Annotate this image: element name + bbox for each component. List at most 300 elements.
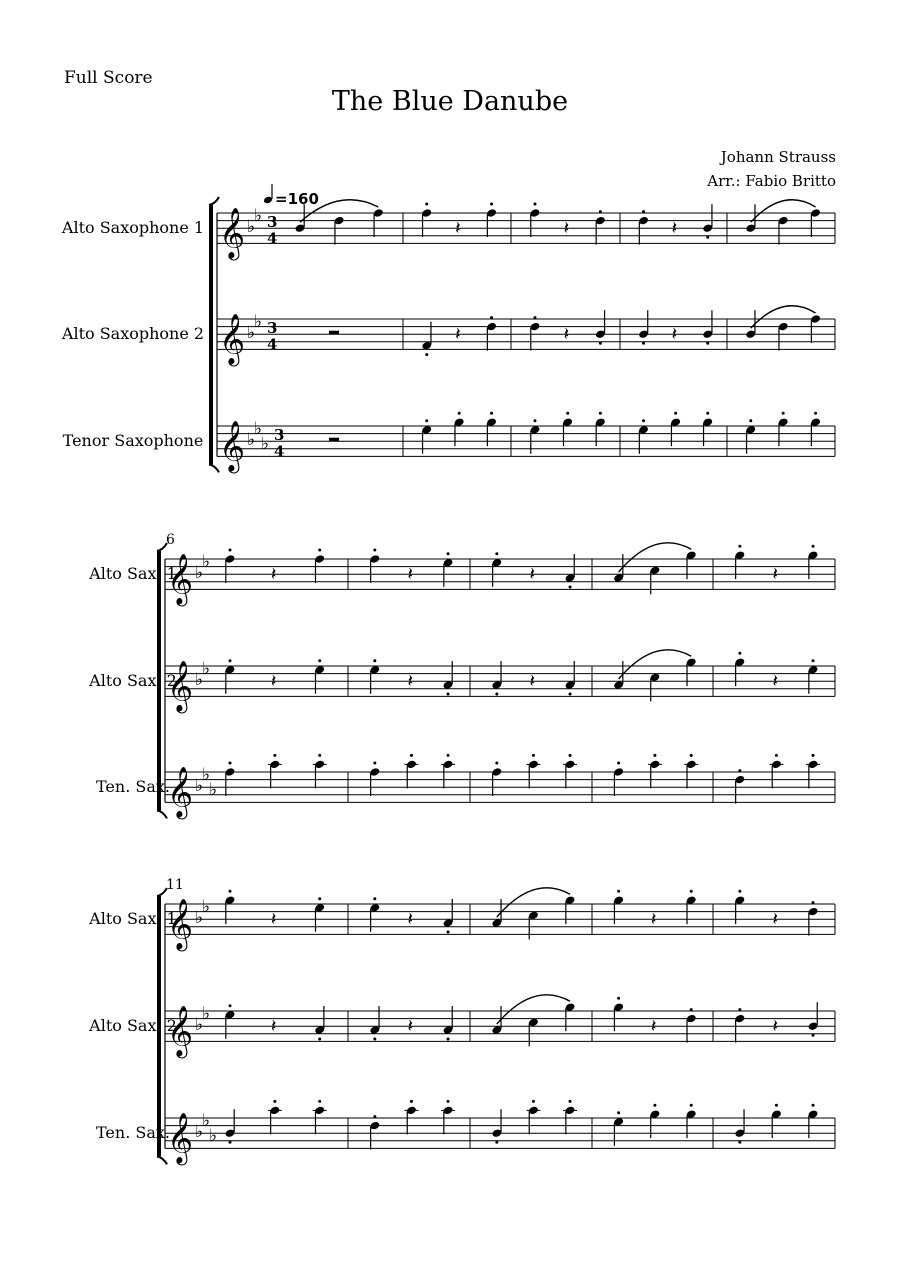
note bbox=[734, 657, 745, 686]
bracket-hook bbox=[157, 1156, 167, 1164]
flat-icon: ♭ bbox=[202, 658, 211, 679]
measure bbox=[638, 204, 713, 244]
note bbox=[563, 760, 577, 789]
treble-clef-icon: 𝄞 bbox=[219, 420, 246, 472]
staccato-dot bbox=[373, 762, 376, 765]
note bbox=[224, 554, 235, 583]
staccato-dot bbox=[318, 1100, 321, 1103]
note bbox=[613, 895, 624, 924]
flat-icon: ♭ bbox=[247, 323, 256, 344]
staccato-dot bbox=[318, 1038, 321, 1041]
note bbox=[486, 417, 497, 446]
flat-icon: ♭ bbox=[202, 1003, 211, 1024]
time-signature-bottom: 4 bbox=[267, 229, 278, 248]
note bbox=[369, 1121, 380, 1150]
quarter-rest-icon: 𝄽 bbox=[650, 1016, 657, 1038]
note bbox=[686, 1014, 697, 1043]
flat-icon: ♭ bbox=[261, 434, 270, 454]
staff bbox=[61, 306, 835, 367]
note bbox=[313, 760, 327, 789]
note bbox=[808, 1109, 819, 1138]
staccato-dot bbox=[447, 1100, 450, 1103]
quarter-rest-icon: 𝄽 bbox=[772, 909, 778, 931]
staccato-dot bbox=[775, 1104, 778, 1107]
note bbox=[595, 310, 606, 339]
bracket-hook bbox=[209, 197, 219, 205]
treble-clef-icon: 𝄞 bbox=[167, 553, 194, 605]
measure bbox=[613, 650, 697, 702]
note bbox=[702, 417, 713, 446]
treble-clef-icon: 𝄞 bbox=[219, 313, 246, 365]
quarter-rest-icon: 𝄽 bbox=[563, 218, 570, 240]
note bbox=[613, 1002, 624, 1031]
note bbox=[526, 1106, 540, 1135]
staccato-dot bbox=[738, 652, 741, 655]
staccato-dot bbox=[229, 1004, 232, 1007]
quarter-rest-icon: 𝄽 bbox=[407, 1016, 413, 1038]
measure bbox=[329, 438, 339, 442]
quarter-rest-icon: 𝄽 bbox=[270, 909, 277, 931]
note bbox=[565, 1002, 576, 1031]
quarter-rest-icon: 𝄽 bbox=[529, 671, 535, 693]
note bbox=[491, 661, 502, 690]
measure bbox=[329, 331, 339, 335]
measure-number: 6 bbox=[166, 532, 175, 548]
flat-icon: ♭ bbox=[195, 563, 204, 584]
staff bbox=[88, 650, 835, 714]
flat-icon: ♭ bbox=[195, 776, 204, 797]
note bbox=[734, 775, 745, 804]
note bbox=[565, 661, 576, 690]
staccato-dot bbox=[617, 762, 620, 765]
staccato-dot bbox=[273, 754, 276, 757]
measure bbox=[491, 1100, 577, 1144]
flat-icon: ♭ bbox=[195, 1015, 204, 1036]
time-signature-bottom: 4 bbox=[267, 335, 278, 354]
staccato-dot bbox=[749, 419, 752, 422]
note bbox=[224, 1010, 235, 1039]
staccato-dot bbox=[229, 890, 232, 893]
staccato-dot bbox=[490, 316, 493, 319]
note bbox=[224, 895, 235, 924]
note bbox=[771, 1109, 782, 1138]
staccato-dot bbox=[653, 754, 656, 757]
measure bbox=[745, 200, 821, 245]
note bbox=[314, 665, 325, 694]
note bbox=[404, 760, 418, 789]
staccato-dot bbox=[410, 754, 413, 757]
flat-icon: ♭ bbox=[202, 551, 211, 572]
flat-icon: ♭ bbox=[254, 311, 263, 332]
staccato-dot bbox=[229, 659, 232, 662]
staccato-dot bbox=[706, 236, 709, 239]
flat-icon: ♭ bbox=[247, 217, 256, 238]
note bbox=[808, 1002, 819, 1031]
time-signature-top: 3 bbox=[274, 426, 285, 445]
staccato-dot bbox=[617, 997, 620, 1000]
note bbox=[702, 310, 713, 339]
staccato-dot bbox=[566, 412, 569, 415]
note bbox=[734, 1109, 745, 1138]
measure bbox=[529, 412, 605, 454]
staccato-dot bbox=[373, 659, 376, 662]
note bbox=[421, 208, 432, 237]
staccato-dot bbox=[738, 545, 741, 548]
measure bbox=[421, 412, 497, 454]
staccato-dot bbox=[229, 549, 232, 552]
staccato-dot bbox=[690, 1008, 693, 1011]
note bbox=[595, 216, 606, 245]
staccato-dot bbox=[373, 549, 376, 552]
note bbox=[778, 417, 789, 446]
note bbox=[421, 425, 432, 454]
note bbox=[443, 899, 454, 928]
note bbox=[734, 1014, 745, 1043]
note bbox=[613, 767, 624, 796]
note bbox=[491, 558, 502, 587]
treble-clef-icon: 𝄞 bbox=[167, 898, 194, 950]
measure bbox=[369, 659, 453, 695]
staccato-dot bbox=[814, 412, 817, 415]
staff bbox=[61, 200, 835, 261]
measure bbox=[369, 1100, 455, 1150]
staccato-dot bbox=[569, 693, 572, 696]
note bbox=[224, 1109, 235, 1138]
quarter-rest-icon: 𝄽 bbox=[563, 324, 570, 346]
staccato-dot bbox=[690, 1104, 693, 1107]
bracket-hook bbox=[157, 810, 167, 818]
staccato-dot bbox=[447, 693, 450, 696]
staccato-dot bbox=[642, 210, 645, 213]
staccato-dot bbox=[495, 1141, 498, 1144]
note bbox=[684, 760, 698, 789]
staccato-dot bbox=[273, 1100, 276, 1103]
instrument-label: Ten. Sax. bbox=[96, 1123, 170, 1143]
note bbox=[638, 310, 649, 339]
time-signature-top: 3 bbox=[267, 319, 278, 338]
staccato-dot bbox=[495, 693, 498, 696]
staff bbox=[88, 543, 835, 607]
staccato-dot bbox=[532, 754, 535, 757]
quarter-rest-icon: 𝄽 bbox=[772, 1016, 778, 1038]
note bbox=[686, 657, 697, 686]
system bbox=[61, 197, 835, 473]
note bbox=[443, 558, 454, 587]
staccato-dot bbox=[599, 210, 602, 213]
flat-icon: ♭ bbox=[254, 418, 263, 439]
measure bbox=[369, 549, 453, 587]
flat-icon: ♭ bbox=[254, 205, 263, 226]
note bbox=[686, 550, 697, 579]
quarter-rest-icon: 𝄽 bbox=[407, 564, 413, 586]
note bbox=[778, 216, 789, 245]
note bbox=[649, 566, 660, 595]
measure bbox=[613, 754, 698, 796]
note bbox=[526, 760, 540, 789]
note bbox=[808, 665, 819, 694]
measure bbox=[734, 754, 820, 804]
note bbox=[529, 322, 540, 351]
note bbox=[529, 425, 540, 454]
instrument-label: Alto Sax. 1 bbox=[89, 564, 177, 584]
note bbox=[769, 760, 783, 789]
note bbox=[565, 895, 576, 924]
staccato-dot bbox=[425, 419, 428, 422]
quarter-rest-icon: 𝄽 bbox=[407, 671, 413, 693]
note bbox=[486, 322, 497, 351]
staccato-dot bbox=[373, 1115, 376, 1118]
note bbox=[454, 417, 465, 446]
note bbox=[369, 665, 380, 694]
score-title: The Blue Danube bbox=[331, 86, 569, 117]
note bbox=[563, 1106, 577, 1135]
tempo-marking bbox=[263, 184, 319, 208]
note bbox=[638, 216, 649, 245]
measure bbox=[734, 1104, 818, 1144]
staccato-dot bbox=[569, 1100, 572, 1103]
staccato-dot bbox=[490, 412, 493, 415]
treble-clef-icon: 𝄞 bbox=[167, 1112, 194, 1164]
instrument-label: Alto Saxophone 2 bbox=[61, 324, 205, 344]
staccato-dot bbox=[318, 659, 321, 662]
note bbox=[404, 1106, 418, 1135]
staccato-dot bbox=[569, 754, 572, 757]
note bbox=[314, 903, 325, 932]
staccato-dot bbox=[425, 203, 428, 206]
staff bbox=[88, 888, 835, 952]
staccato-dot bbox=[812, 659, 815, 662]
measure bbox=[369, 897, 453, 933]
staccato-dot bbox=[425, 353, 428, 356]
bracket-hook bbox=[209, 464, 219, 472]
staccato-dot bbox=[229, 1141, 232, 1144]
note bbox=[648, 760, 662, 789]
quarter-rest-icon: 𝄽 bbox=[455, 218, 461, 240]
measure bbox=[491, 888, 575, 940]
score-type-label: Full Score bbox=[64, 68, 153, 88]
staccato-dot bbox=[373, 1038, 376, 1041]
staff bbox=[88, 995, 835, 1059]
note bbox=[491, 1109, 502, 1138]
flat-icon: ♭ bbox=[202, 764, 211, 785]
staccato-dot bbox=[690, 754, 693, 757]
system-bracket bbox=[209, 205, 213, 464]
quarter-rest-icon: 𝄽 bbox=[671, 324, 678, 346]
staccato-dot bbox=[782, 412, 785, 415]
staccato-dot bbox=[447, 1038, 450, 1041]
staccato-dot bbox=[447, 754, 450, 757]
note bbox=[562, 417, 573, 446]
note bbox=[268, 760, 282, 789]
measure bbox=[224, 1100, 326, 1144]
measure bbox=[638, 412, 713, 454]
staccato-dot bbox=[642, 419, 645, 422]
note bbox=[613, 1117, 624, 1146]
note bbox=[314, 1006, 325, 1035]
flat-icon: ♭ bbox=[247, 430, 256, 451]
staccato-dot bbox=[738, 1008, 741, 1011]
system bbox=[88, 877, 835, 1165]
quarter-rest-icon: 𝄽 bbox=[455, 324, 461, 346]
staccato-dot bbox=[812, 754, 815, 757]
staccato-dot bbox=[775, 754, 778, 757]
measure bbox=[491, 754, 577, 796]
staccato-dot bbox=[812, 1104, 815, 1107]
note bbox=[224, 665, 235, 694]
quarter-rest-icon: 𝄽 bbox=[270, 1016, 277, 1038]
measure bbox=[734, 545, 818, 586]
quarter-rest-icon: 𝄽 bbox=[772, 564, 778, 586]
measure bbox=[421, 316, 497, 356]
staff bbox=[96, 1100, 835, 1166]
measure bbox=[745, 306, 821, 351]
measure bbox=[491, 995, 575, 1047]
flat-icon: ♭ bbox=[202, 1110, 211, 1131]
note bbox=[810, 417, 821, 446]
staccato-dot bbox=[410, 1100, 413, 1103]
whole-rest-icon bbox=[329, 438, 339, 442]
note bbox=[313, 1106, 327, 1135]
staff bbox=[63, 412, 835, 474]
staccato-dot bbox=[533, 316, 536, 319]
staccato-dot bbox=[599, 342, 602, 345]
staccato-dot bbox=[458, 412, 461, 415]
flat-icon: ♭ bbox=[195, 670, 204, 691]
treble-clef-icon: 𝄞 bbox=[167, 1005, 194, 1057]
note bbox=[441, 1106, 455, 1135]
note bbox=[421, 322, 432, 351]
note bbox=[268, 1106, 282, 1135]
staccato-dot bbox=[533, 419, 536, 422]
measure bbox=[224, 890, 325, 932]
instrument-label: Alto Sax. 2 bbox=[89, 671, 177, 691]
staccato-dot bbox=[653, 1104, 656, 1107]
staccato-dot bbox=[318, 897, 321, 900]
note bbox=[778, 322, 789, 351]
staccato-dot bbox=[569, 586, 572, 589]
staccato-dot bbox=[533, 203, 536, 206]
quarter-rest-icon: 𝄽 bbox=[671, 218, 678, 240]
staccato-dot bbox=[447, 931, 450, 934]
flat-icon: ♭ bbox=[209, 780, 218, 800]
measure bbox=[529, 310, 605, 350]
note bbox=[334, 216, 345, 245]
note bbox=[808, 907, 819, 936]
staccato-dot bbox=[318, 754, 321, 757]
staccato-dot bbox=[229, 762, 232, 765]
measure bbox=[613, 997, 697, 1043]
flat-icon: ♭ bbox=[202, 896, 211, 917]
note bbox=[369, 767, 380, 796]
measure bbox=[224, 754, 326, 796]
note bbox=[529, 208, 540, 237]
whole-rest-icon bbox=[329, 331, 339, 335]
note bbox=[486, 208, 497, 237]
measure bbox=[734, 890, 818, 936]
treble-clef-icon: 𝄞 bbox=[219, 207, 246, 259]
instrument-label: Alto Sax. 1 bbox=[89, 909, 177, 929]
measure bbox=[529, 203, 605, 245]
staccato-dot bbox=[738, 769, 741, 772]
quarter-rest-icon: 𝄽 bbox=[772, 671, 778, 693]
instrument-label: Tenor Saxophone bbox=[62, 431, 204, 451]
note bbox=[745, 425, 756, 454]
measure bbox=[369, 754, 455, 796]
instrument-label: Alto Sax. 2 bbox=[89, 1016, 177, 1036]
note bbox=[491, 767, 502, 796]
measure-number: 11 bbox=[166, 877, 184, 893]
note bbox=[686, 1109, 697, 1138]
note bbox=[595, 417, 606, 446]
note bbox=[443, 1006, 454, 1035]
staccato-dot bbox=[447, 552, 450, 555]
measure bbox=[613, 1104, 697, 1146]
flat-icon: ♭ bbox=[209, 1126, 218, 1146]
staccato-dot bbox=[532, 1100, 535, 1103]
note bbox=[810, 314, 821, 343]
note bbox=[702, 204, 713, 233]
time-signature-bottom: 4 bbox=[274, 442, 285, 461]
staccato-dot bbox=[490, 203, 493, 206]
treble-clef-icon: 𝄞 bbox=[167, 766, 194, 818]
measure bbox=[638, 310, 713, 345]
note bbox=[734, 550, 745, 579]
staccato-dot bbox=[617, 1111, 620, 1114]
note bbox=[373, 208, 384, 237]
staccato-dot bbox=[812, 1034, 815, 1037]
note bbox=[649, 673, 660, 702]
instrument-label: Alto Saxophone 1 bbox=[61, 218, 205, 238]
staccato-dot bbox=[373, 897, 376, 900]
staccato-dot bbox=[495, 552, 498, 555]
measure bbox=[745, 412, 821, 454]
quarter-rest-icon: 𝄽 bbox=[270, 671, 277, 693]
staccato-dot bbox=[674, 412, 677, 415]
measure bbox=[734, 1002, 818, 1042]
note bbox=[369, 554, 380, 583]
note bbox=[441, 760, 455, 789]
instrument-label: Ten. Sax. bbox=[96, 777, 170, 797]
measure bbox=[613, 543, 697, 595]
measure bbox=[613, 890, 697, 931]
staccato-dot bbox=[617, 890, 620, 893]
tempo-text: =160 bbox=[275, 190, 319, 208]
note bbox=[528, 911, 539, 940]
note bbox=[369, 1006, 380, 1035]
staccato-dot bbox=[812, 901, 815, 904]
note bbox=[734, 895, 745, 924]
staccato-dot bbox=[690, 890, 693, 893]
note bbox=[808, 550, 819, 579]
note bbox=[686, 895, 697, 924]
quarter-rest-icon: 𝄽 bbox=[650, 909, 657, 931]
note bbox=[806, 760, 820, 789]
measure bbox=[224, 1004, 325, 1040]
note bbox=[670, 417, 681, 446]
measure bbox=[734, 652, 818, 694]
note bbox=[810, 208, 821, 237]
note bbox=[314, 554, 325, 583]
note bbox=[638, 425, 649, 454]
time-signature-top: 3 bbox=[267, 213, 278, 232]
note bbox=[369, 903, 380, 932]
quarter-rest-icon: 𝄽 bbox=[270, 564, 277, 586]
quarter-rest-icon: 𝄽 bbox=[529, 564, 535, 586]
staccato-dot bbox=[599, 412, 602, 415]
staccato-dot bbox=[318, 549, 321, 552]
note bbox=[565, 554, 576, 583]
system bbox=[88, 532, 835, 819]
